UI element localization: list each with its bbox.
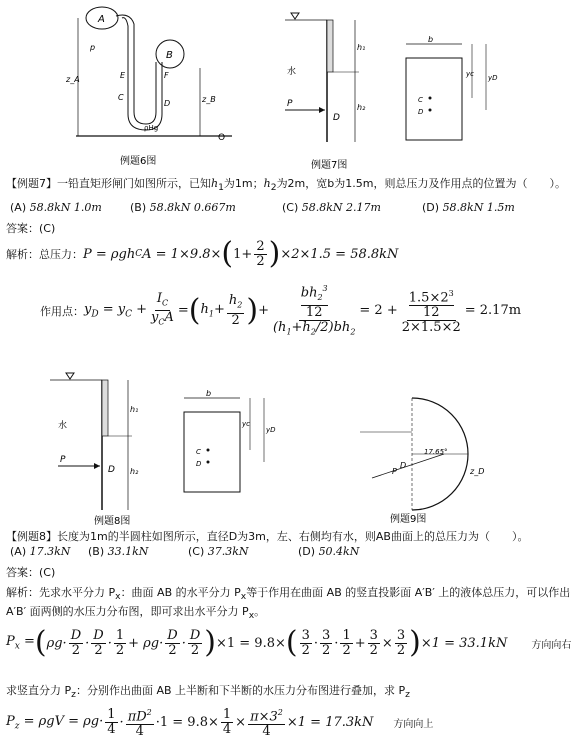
fig6-label-b: B <box>166 50 173 61</box>
figure-6 <box>60 2 240 170</box>
fig7r-yd: yD <box>488 74 498 82</box>
fig8-h2: h₂ <box>130 467 139 476</box>
fig7r-c: C <box>418 96 423 104</box>
q8-option-b[interactable]: (B) 33.1kN <box>88 545 149 558</box>
q8-title: 【例题8】长度为1m的半圆柱如图所示，直径D为3m，左、右侧均有水，则AB曲面上的总压力为（ ）。 <box>6 530 529 543</box>
q8-px-equation: $P_x$ = ( ρg· $\frac{D}{2}$ · $\frac{D}{2}$ · $\frac{1}{2}$ + ρg· $\frac{D}{2}$ · $\frac{D}{2}$ ) ×1 = 9.8× ( $\frac{3}{2}$ · $\frac{3}{2}$ · $\frac{1}{2}$ + $\frac{3}{2}$ × $\frac{3}{2}$ ) ×1 = 33.1kN 方向向右 <box>6 625 572 660</box>
fig7-water: 水 <box>287 67 297 77</box>
q8-option-c[interactable]: (C) 37.3kN <box>188 545 249 558</box>
q7-title: 【例题7】一铅直矩形闸门如图所示，已知$h_1$为1m；$h_2$为2m，宽b为1.5m，则总压力及作用点的位置为（ ）。 <box>6 177 566 194</box>
q7-option-b[interactable]: (B) 58.8kN 0.667m <box>130 201 236 214</box>
fig6-label-d: D <box>164 99 171 108</box>
fig8r-c: C <box>196 448 201 456</box>
figure-7-right <box>400 36 510 156</box>
fig8r-yd: yD <box>266 426 276 434</box>
fig6-label-c: C <box>118 93 124 102</box>
fig8r-d: D <box>196 460 202 468</box>
figure-8-left <box>40 370 150 530</box>
q7-answer: 答案：(C) <box>6 222 56 235</box>
fig8-d: D <box>108 465 115 475</box>
fig9-d: D <box>400 461 407 470</box>
fig8r-yc: yc <box>242 420 250 428</box>
fig6-label-zb: z_B <box>202 95 216 104</box>
fig7-h2: h₂ <box>357 103 366 112</box>
fig9-zd: z_D <box>470 467 485 476</box>
fig7-caption: 例题7图 <box>311 160 348 170</box>
q8-option-d[interactable]: (D) 50.4kN <box>298 545 360 558</box>
q8-answer: 答案：(C) <box>6 566 56 579</box>
fig7r-b: b <box>428 36 434 44</box>
fig8-p: P <box>60 455 66 465</box>
q8-vertical-text: 求竖直分力 $P_z$：分别作出曲面 AB 上半断和下半断的水压力分布图进行叠加，求 $P_z$ <box>6 684 410 701</box>
fig8-h1: h₁ <box>130 405 139 414</box>
q8-options <box>10 545 359 558</box>
fig9-caption: 例题9图 <box>390 514 427 525</box>
fig6-label-phg: ρHg <box>144 124 159 132</box>
fig6-label-a: A <box>98 14 105 25</box>
q7-solution-total: 解析：总压力： P = ρgh C A = 1×9.8× ( 1+ $\frac{2}{2}$ ) ×2×1.5 = 58.8kN <box>6 236 399 271</box>
q7-option-a[interactable]: (A) 58.8kN 1.0m <box>10 201 102 214</box>
q7-solution-point: 作用点： $y_D = y_C$ + $\frac{I_C}{y_CA}$ = ( $h_1+$ $\frac{h_2}{2}$ ) + $bh_2^3$ 12 $(h_1+h_2/2)bh_2$ = 2 + $1.5\times 2^3$ 12 2×1.5×2 = 2.17m <box>40 284 522 337</box>
q8-explain-line1: 解析：先求水平分力 $P_x$：曲面 AB 的水平分力 $P_x$等于作用在曲面 AB 的竖直投影面 A′B′ 上的液体总压力，可以作出 <box>6 586 571 603</box>
q7-options <box>10 201 570 214</box>
fig7r-d: D <box>418 108 424 116</box>
fig7-p: P <box>287 99 293 109</box>
figure-8-right <box>178 390 288 500</box>
fig6-label-f: F <box>164 71 169 80</box>
q8-explain-line2: A′B′ 面两侧的水压力分布图，即可求出水平分力 $P_x$。 <box>6 605 266 622</box>
q7-option-c[interactable]: (C) 58.8kN 2.17m <box>282 201 381 214</box>
fig7-d: D <box>333 113 340 123</box>
q7-option-d[interactable]: (D) 58.8kN 1.5m <box>422 201 515 214</box>
figure-7-left <box>275 10 385 170</box>
fig8-caption: 例题8图 <box>94 516 131 527</box>
fig7r-yc: yc <box>466 70 474 78</box>
fig8r-b: b <box>206 390 212 398</box>
figure-9 <box>352 392 492 530</box>
fig9-angle: 17.65° <box>424 448 448 456</box>
fig7-h1: h₁ <box>357 43 366 52</box>
q8-option-a[interactable]: (A) 17.3kN <box>10 545 71 558</box>
fig8-water: 水 <box>58 421 68 431</box>
fig6-label-e: E <box>120 71 126 80</box>
q8-pz-equation: $P_z = \rho gV = \rho g\cdot$ $\frac{1}{4}$ · $\frac{\pi D^2}{4}$ ·1 = 9.8× $\frac{1}{4}$ × $\frac{\pi\times 3^2}{4}$ ×1 = 17.3kN 方向向上 <box>6 707 434 740</box>
fig6-label-o: O <box>218 133 226 143</box>
fig9-p: P <box>392 467 397 476</box>
fig6-caption: 例题6图 <box>120 156 157 167</box>
fig6-label-za: z_A <box>66 75 80 84</box>
fig6-label-p: p <box>90 43 96 52</box>
